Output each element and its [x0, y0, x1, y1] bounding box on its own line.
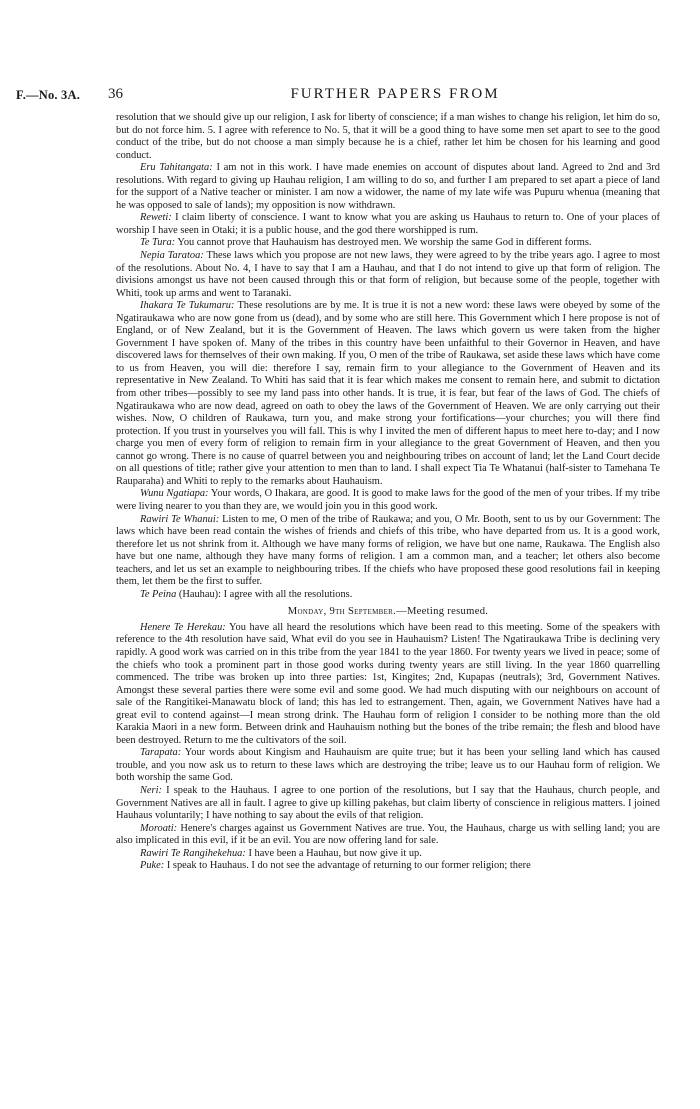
- paragraph-text: You have all heard the resolutions which have been read to this meeting. Some of the speakers with reference to the 4th resolution have said, What evil do you see in Hauhauism? Listen! The Ngatiraukawa Tribe is declining very rapidly. A good work was carried on in this tribe from the year 1841 to the year 1860. For twenty years we lived in peace; some of the chiefs who took a prominent part in those good works during twenty years are still living. In the year 1860 quarrelling commenced. The tribe was broken up into three parties: 1st, Kingites; 2nd, Kupapas (neutrals); 3rd, Government Natives. Amongst these several parties there were some evil and some good. We had much disputing with our neighbours on account of sale of the Rangitikei-Manawatu block of land; this has led to estrangement. Then, again, we Government Natives have had a great evil to contend against—I mean strong drink. The Hauhau form of religion I consider to be nothing more than the old Karakia Maori in a new form. Between drink and Hauhauism nothing but the bones of the tribe remain; the flesh and blood have been destroyed. Return to me the cultivators of the soil.: [116, 621, 661, 746]
- paragraph: [116, 300, 660, 488]
- paragraph: [116, 622, 660, 747]
- speaker-name: Te Peina: [140, 588, 177, 600]
- paragraph: [116, 250, 660, 300]
- paragraph-text: resolution that we should give up our religion, I ask for liberty of conscience; if a man wishes to change his religion, let him do so, but do not force him. 5. I agree with reference to No. 5, that it will be a good thing to have some men set apart to see to the good conduct of the tribe, but do not choose a man simply because he is a chief, rather let him be chosen for his learning and good conduct.: [116, 112, 660, 161]
- speaker-name: Wunu Ngatiapa:: [140, 488, 209, 500]
- paragraph: [116, 212, 660, 237]
- speaker-name: Henere Te Herekau:: [140, 621, 226, 633]
- paragraph-text: You cannot prove that Hauhauism has destroyed men. We worship the same God in different forms.: [177, 237, 592, 249]
- paragraph-text: I claim liberty of conscience. I want to know what you are asking us Hauhaus to return to. One of your places of worship I have seen in Otaki; it is a public house, and the god there worshipped is rum.: [116, 212, 660, 236]
- section-heading-date: Monday, 9th September.: [287, 606, 397, 618]
- paragraph-text: I speak to Hauhaus. I do not see the advantage of returning to our former religion; there: [166, 860, 531, 872]
- paragraph-text: Your words, O Ihakara, are good. It is good to make laws for the good of the men of your tribes. If my tribe were living nearer to you than they are, we would join you in this good work.: [116, 488, 660, 512]
- running-title: FURTHER PAPERS FROM: [290, 86, 500, 102]
- paragraph-text: I am not in this work. I have made enemies on account of disputes about land. Agreed to 2nd and 3rd resolutions. With regard to giving up Hauhau religion, I am willing to do so, and further I am prepared to set apart a piece of land for the support of a Native teacher or minister. I am now a widower, the name of my late wife was Pupuru whenua (meaning that he was opposed to sale of lands); my opposition is now withdrawn.: [116, 162, 660, 211]
- speaker-name: Nepia Taratoa:: [140, 250, 204, 262]
- document-number: F.—No. 3A.: [16, 88, 81, 102]
- speaker-name: Puke:: [140, 860, 165, 872]
- page-header: [16, 84, 684, 110]
- speaker-name: Rawiri Te Rangihekehua:: [140, 847, 246, 859]
- paragraph: [116, 747, 660, 785]
- paragraph-text: These laws which you propose are not new laws, they were agreed to by the tribe years ago. I agree to most of the resolutions. About No. 4, I have to say that I am a Hauhau, and that I do not intend to give up that form of religion. The divisions amongst us have not been caused through this or that form of religion, but because some of the people, together with Whiti, took up arms and went to Taranaki.: [116, 250, 660, 299]
- speaker-name: Reweti:: [140, 212, 172, 224]
- paragraph: [116, 848, 660, 861]
- page-number: 36: [108, 86, 123, 102]
- paragraph: [116, 162, 660, 212]
- section-heading-text: —Meeting resumed.: [396, 606, 489, 618]
- paragraph: [116, 785, 660, 823]
- paragraph: [116, 237, 660, 250]
- paragraph: [116, 823, 660, 848]
- speaker-name: Eru Tahitangata:: [140, 162, 213, 174]
- paragraph-text: Henere's charges against us Government Natives are true. You, the Hauhaus, charge us with selling land; you are also implicated in this evil, if it be an evil. You are now offering land for sale.: [116, 822, 660, 847]
- document-body: [116, 112, 660, 873]
- paragraph: [116, 112, 660, 162]
- speaker-name: Rawiri Te Whanui:: [140, 513, 220, 525]
- paragraph-text: Your words about Kingism and Hauhauism are quite true; but it has been your selling land which has caused trouble, and you now ask us to return to these laws which are destroying the tribe; leave us to our Hauhau form of religion. We both worship the same God.: [116, 747, 660, 784]
- paragraph-text: Listen to me, O men of the tribe of Raukawa; and you, O Mr. Booth, sent to us by our Government: The laws which have been read contain the wishes of friends and chiefs of this tribe, who have departed from us. It is a good work, therefore let us not shrink from it. Although we have many forms of religion, we have but one name, Raukawa. The English also have but one name, although they have many forms of religion. I am a common man, and a teacher; let others also become teachers, and let us set an example to neighbouring tribes. If the chiefs who have proposed these good resolutions fail in keeping them, let them be the first to suffer.: [116, 513, 660, 588]
- speaker-name: Moroati:: [140, 822, 178, 834]
- speaker-name: Neri:: [140, 784, 162, 796]
- paragraph: [116, 589, 660, 602]
- paragraph-text: I speak to the Hauhaus. I agree to one portion of the resolutions, but I say that the Hauhaus, church people, and Government Natives are all in fault. I agree to give up killing pakehas, but claim liberty of conscience in religious matters. I joined Hauhaus voluntarily; I have nothing to say about the evils of that religion.: [116, 784, 660, 822]
- paragraph: [116, 860, 660, 873]
- speaker-name: Tarapata:: [140, 747, 182, 759]
- paragraph-text: I have been a Hauhau, but now give it up.: [248, 847, 422, 859]
- speaker-name: Te Tura:: [140, 237, 176, 249]
- paragraph-text: (Hauhau): I agree with all the resolutions.: [178, 588, 353, 600]
- paragraph: [116, 514, 660, 589]
- section-heading: [116, 606, 660, 619]
- paragraph-text: These resolutions are by me. It is true it is not a new word: these laws were obeyed by some of the Ngatiraukawa who are now gone from us (dead), and by some who are still here. This Government which I here propose is not of England, or of New Zealand, but it is the Government of Heaven. The laws which govern us were taken from the higher Government I have spoken of. Many of the tribes in this country have been unfaithful to their Governor in Heaven, and have discovered laws for themselves of their own making. If you, O men of the tribe of Raukawa, set aside these laws which have come to us from Heaven, you will die: therefore I say, remain firm to your allegiance to the Government of Heaven and its representative in New Zealand. To Whiti has said that it is fear which makes me consent to remain here, and submit to dictation from other tribes—possibly to see my land pass into other hands. It is true, it is fear, but fear of the laws of God. The chiefs of Ngatiraukawa who are now dead, agreed on oath to obey the laws of the Government of Heaven. We are only carrying out their wishes. Now, O children of Raukawa, turn you, and make strong your fortifications—your churches; you will there find protection. If you trust in yourselves you will fall. This is why I invited the men of different hapus to meet here to-day; and I now charge you men of every form of religion to remain firm in your allegiance to the great Government of Heaven, and then you cannot go wrong. There is no cause of quarrel between you and neighbouring tribes on account of land; let the Land Court decide on all questions of title; rather give your attention to men than to land. I shall expect Tia Te Whatanui (half-sister to Tamehana Te Rauparaha) and Whiti to reply to the remarks about Hauhauism.: [116, 300, 660, 487]
- speaker-name: Ihakara Te Tukumaru:: [140, 300, 235, 312]
- paragraph: [116, 488, 660, 513]
